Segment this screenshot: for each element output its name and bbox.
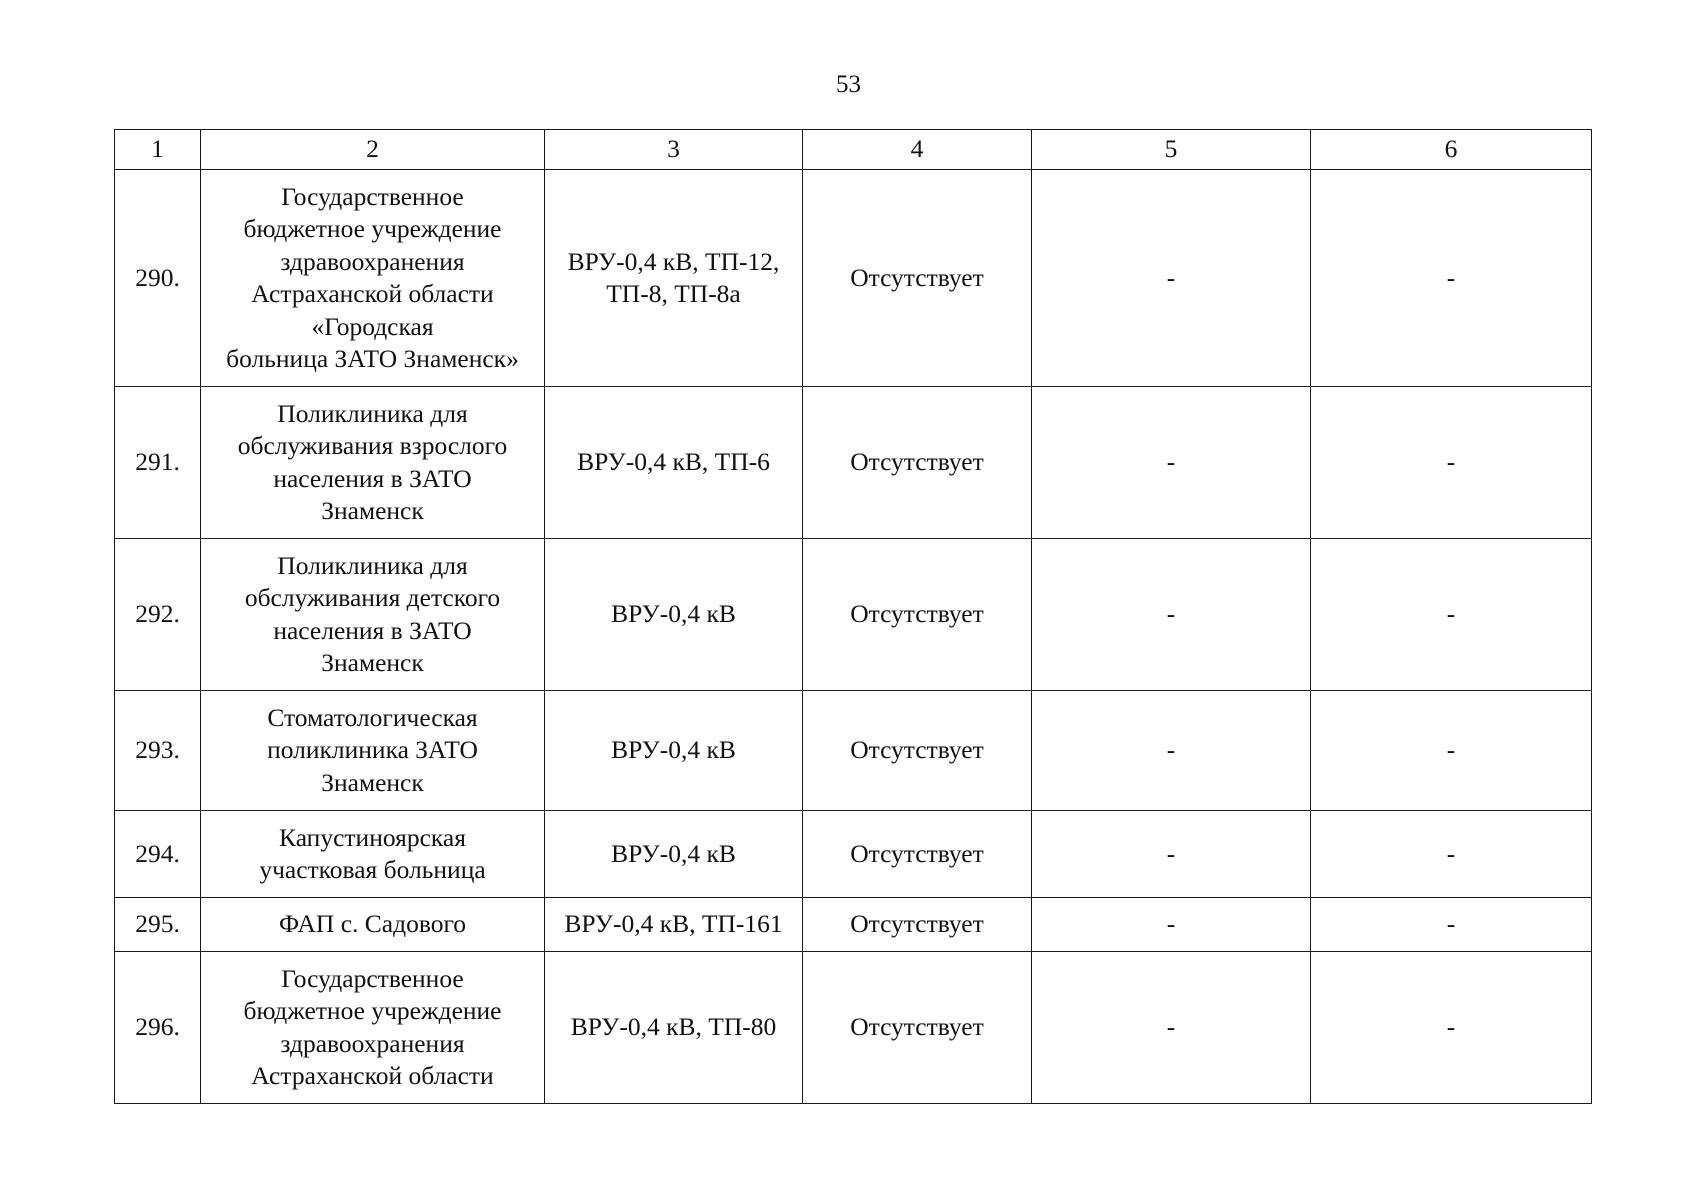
column-5-cell: - [1032, 952, 1311, 1104]
column-6-cell: - [1311, 691, 1592, 811]
row-number: 292. [115, 539, 201, 691]
status-cell: Отсутствует [803, 691, 1032, 811]
power-source: ВРУ-0,4 кВ, ТП-12, ТП-8, ТП-8а [545, 170, 803, 387]
facilities-table [114, 129, 1592, 1104]
table-row [115, 811, 1592, 898]
column-5-cell: - [1032, 539, 1311, 691]
column-header: 4 [803, 130, 1032, 170]
status-cell: Отсутствует [803, 539, 1032, 691]
power-source: ВРУ-0,4 кВ, ТП-161 [545, 898, 803, 952]
column-header: 3 [545, 130, 803, 170]
status-cell: Отсутствует [803, 811, 1032, 898]
power-source: ВРУ-0,4 кВ, ТП-80 [545, 952, 803, 1104]
column-6-cell: - [1311, 952, 1592, 1104]
table-row [115, 539, 1592, 691]
column-5-cell: - [1032, 170, 1311, 387]
column-5-cell: - [1032, 691, 1311, 811]
power-source: ВРУ-0,4 кВ, ТП-6 [545, 387, 803, 539]
column-header: 2 [201, 130, 545, 170]
status-cell: Отсутствует [803, 898, 1032, 952]
table-row [115, 691, 1592, 811]
table-row [115, 170, 1592, 387]
column-header: 5 [1032, 130, 1311, 170]
facility-name: Государственное бюджетное учреждение здравоохранения Астраханской области «Городская больница ЗАТО Знаменск» [201, 170, 545, 387]
facility-name: Капустиноярская участковая больница [201, 811, 545, 898]
column-6-cell: - [1311, 387, 1592, 539]
column-6-cell: - [1311, 539, 1592, 691]
row-number: 291. [115, 387, 201, 539]
status-cell: Отсутствует [803, 952, 1032, 1104]
facility-name: Поликлиника для обслуживания взрослого населения в ЗАТО Знаменск [201, 387, 545, 539]
row-number: 295. [115, 898, 201, 952]
facility-name: Поликлиника для обслуживания детского населения в ЗАТО Знаменск [201, 539, 545, 691]
page-number: 53 [836, 71, 861, 98]
status-cell: Отсутствует [803, 387, 1032, 539]
column-5-cell: - [1032, 811, 1311, 898]
table-row [115, 952, 1592, 1104]
column-5-cell: - [1032, 898, 1311, 952]
facility-name: ФАП с. Садового [201, 898, 545, 952]
row-number: 290. [115, 170, 201, 387]
table-row [115, 898, 1592, 952]
row-number: 293. [115, 691, 201, 811]
power-source: ВРУ-0,4 кВ [545, 539, 803, 691]
row-number: 296. [115, 952, 201, 1104]
power-source: ВРУ-0,4 кВ [545, 691, 803, 811]
column-header: 1 [115, 130, 201, 170]
status-cell: Отсутствует [803, 170, 1032, 387]
facility-name: Государственное бюджетное учреждение здравоохранения Астраханской области [201, 952, 545, 1104]
column-6-cell: - [1311, 898, 1592, 952]
power-source: ВРУ-0,4 кВ [545, 811, 803, 898]
column-5-cell: - [1032, 387, 1311, 539]
column-6-cell: - [1311, 811, 1592, 898]
table-header-row [115, 130, 1592, 170]
row-number: 294. [115, 811, 201, 898]
column-header: 6 [1311, 130, 1592, 170]
column-6-cell: - [1311, 170, 1592, 387]
facility-name: Стоматологическая поликлиника ЗАТО Знаменск [201, 691, 545, 811]
table-row [115, 387, 1592, 539]
